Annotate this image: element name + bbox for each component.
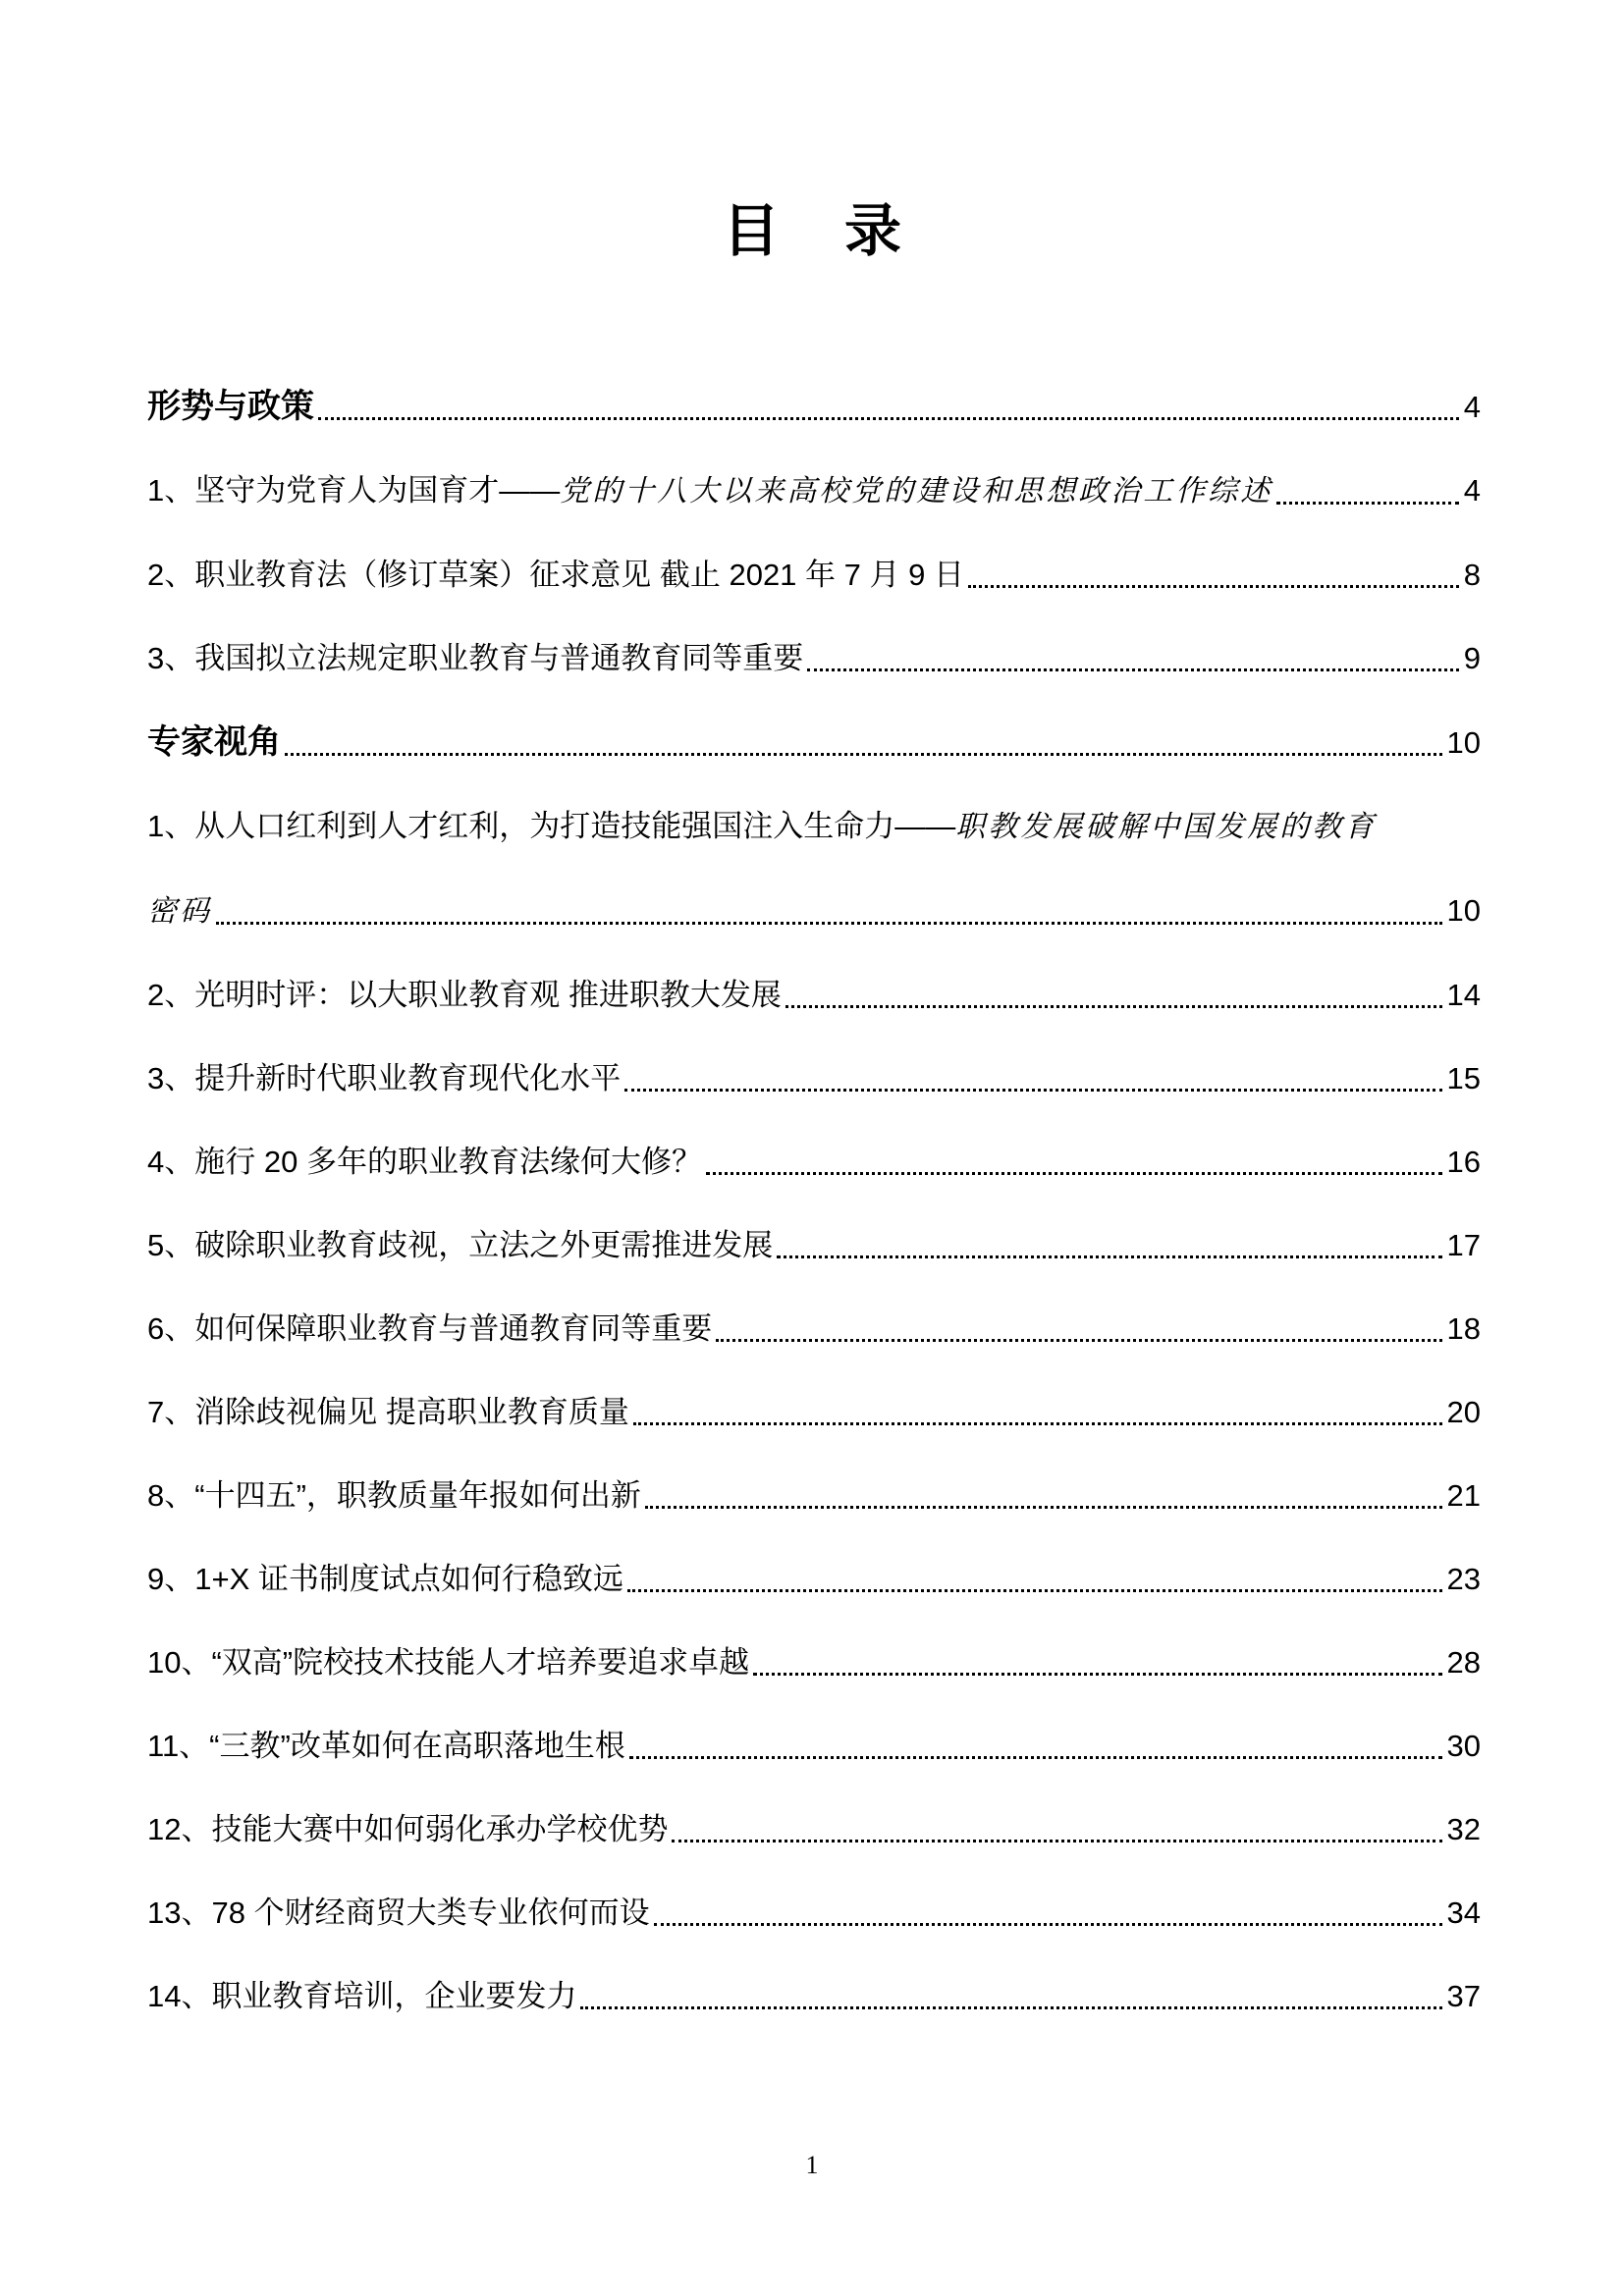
toc-entry-label: 3、我国拟立法规定职业教育与普通教育同等重要 [147, 641, 804, 675]
toc-page-number: 20 [1446, 1395, 1481, 1429]
toc-page-number: 21 [1446, 1478, 1481, 1513]
toc-page-number: 28 [1446, 1645, 1481, 1680]
toc-entry[interactable] [147, 1973, 1481, 2020]
dot-leader [285, 753, 1442, 756]
toc-section-heading[interactable] [147, 719, 1481, 767]
dot-leader [968, 585, 1459, 588]
toc-entry-label: 9、1+X 证书制度试点如何行稳致远 [147, 1562, 623, 1596]
toc-entry-label: 12、技能大赛中如何弱化承办学校优势 [147, 1812, 669, 1846]
dot-leader [627, 1589, 1442, 1592]
toc-page-number: 23 [1446, 1562, 1481, 1596]
dot-leader [216, 922, 1442, 925]
toc-page-number: 32 [1446, 1812, 1481, 1846]
dot-leader [318, 417, 1459, 420]
dot-leader [1276, 502, 1459, 505]
toc-entry[interactable] [147, 1556, 1481, 1603]
toc-heading-label: 形势与政策 [147, 388, 314, 425]
toc-page-number: 37 [1446, 1979, 1481, 2013]
toc-entry-label: 1、从人口红利到人才红利，为打造技能强国注入生命力—— [147, 809, 956, 843]
dot-leader [777, 1255, 1441, 1258]
toc-page-number: 34 [1446, 1896, 1481, 1930]
toc-entry-label: 7、消除歧视偏见 提高职业教育质量 [147, 1395, 629, 1429]
toc-entry[interactable] [147, 1055, 1481, 1102]
dot-leader [645, 1506, 1442, 1509]
toc-entry[interactable] [147, 1222, 1481, 1269]
toc-page-number: 15 [1446, 1061, 1481, 1095]
toc-page-number: 10 [1446, 893, 1481, 928]
toc-entry[interactable] [147, 1389, 1481, 1436]
toc-entry-label: 11、“三教”改革如何在高职落地生根 [147, 1729, 625, 1763]
toc-entry-label: 2、职业教育法（修订草案）征求意见 截止 2021 年 7 月 9 日 [147, 558, 964, 592]
toc-page-number: 10 [1446, 725, 1481, 760]
toc-entry-label: 5、破除职业教育歧视，立法之外更需推进发展 [147, 1228, 774, 1262]
dot-leader [624, 1089, 1441, 1092]
toc-page-number: 8 [1463, 558, 1481, 592]
toc-entry-label: 8、“十四五”，职教质量年报如何出新 [147, 1478, 641, 1513]
toc-entry[interactable] [147, 1723, 1481, 1770]
toc-entry[interactable] [147, 552, 1481, 599]
dot-leader [807, 668, 1459, 671]
toc-entry[interactable] [147, 1306, 1481, 1353]
toc-page-number: 4 [1463, 473, 1481, 507]
dot-leader [633, 1422, 1442, 1425]
dot-leader [672, 1840, 1441, 1842]
toc-entry[interactable] [147, 803, 1481, 851]
toc-entry[interactable] [147, 1472, 1481, 1520]
dot-leader [654, 1923, 1442, 1926]
toc-entry[interactable] [147, 887, 1481, 935]
toc-page-number: 17 [1446, 1228, 1481, 1262]
toc-entry-label: 6、如何保障职业教育与普通教育同等重要 [147, 1311, 713, 1346]
toc-page-number: 30 [1446, 1729, 1481, 1763]
toc-page-number: 18 [1446, 1311, 1481, 1346]
toc-entry[interactable] [147, 1890, 1481, 1937]
toc-page-number: 4 [1463, 390, 1481, 424]
toc-entry-label: 4、施行 20 多年的职业教育法缘何大修？ [147, 1145, 702, 1179]
toc-section-heading[interactable] [147, 383, 1481, 431]
dot-leader [580, 2006, 1441, 2009]
dot-leader [629, 1756, 1442, 1759]
toc-entry[interactable] [147, 972, 1481, 1019]
footer-page-number: 1 [805, 2151, 819, 2179]
toc-entry-label: 13、78 个财经商贸大类专业依何而设 [147, 1896, 650, 1930]
toc-entry-subtitle: 密码 [147, 894, 212, 929]
toc-heading-label: 专家视角 [147, 723, 281, 761]
toc-page-number: 9 [1463, 641, 1481, 675]
toc-entry-label: 1、坚守为党育人为国育才—— [147, 473, 561, 507]
toc-entry[interactable] [147, 1806, 1481, 1853]
toc-entry-subtitle: 职教发展破解中国发展的教育 [955, 810, 1378, 844]
dot-leader [785, 1005, 1442, 1008]
toc-entry[interactable] [147, 635, 1481, 682]
toc-entry[interactable] [147, 1139, 1481, 1186]
toc-entry-subtitle: 党的十八大以来高校党的建设和思想政治工作综述 [560, 474, 1273, 508]
toc-entry-label: 10、“双高”院校技术技能人才培养要追求卓越 [147, 1645, 750, 1680]
toc-entry-label: 2、光明时评：以大职业教育观 推进职教大发展 [147, 978, 782, 1012]
page-title: 目 录 [722, 199, 905, 263]
toc-page-number: 16 [1446, 1145, 1481, 1179]
dot-leader [753, 1673, 1441, 1676]
toc-entry-label: 14、职业教育培训，企业要发力 [147, 1979, 577, 2013]
toc-entry[interactable] [147, 1639, 1481, 1686]
toc-entry[interactable] [147, 467, 1481, 515]
toc-page-number: 14 [1446, 978, 1481, 1012]
dot-leader [706, 1172, 1442, 1175]
toc-entry-label: 3、提升新时代职业教育现代化水平 [147, 1061, 622, 1095]
dot-leader [716, 1339, 1441, 1342]
